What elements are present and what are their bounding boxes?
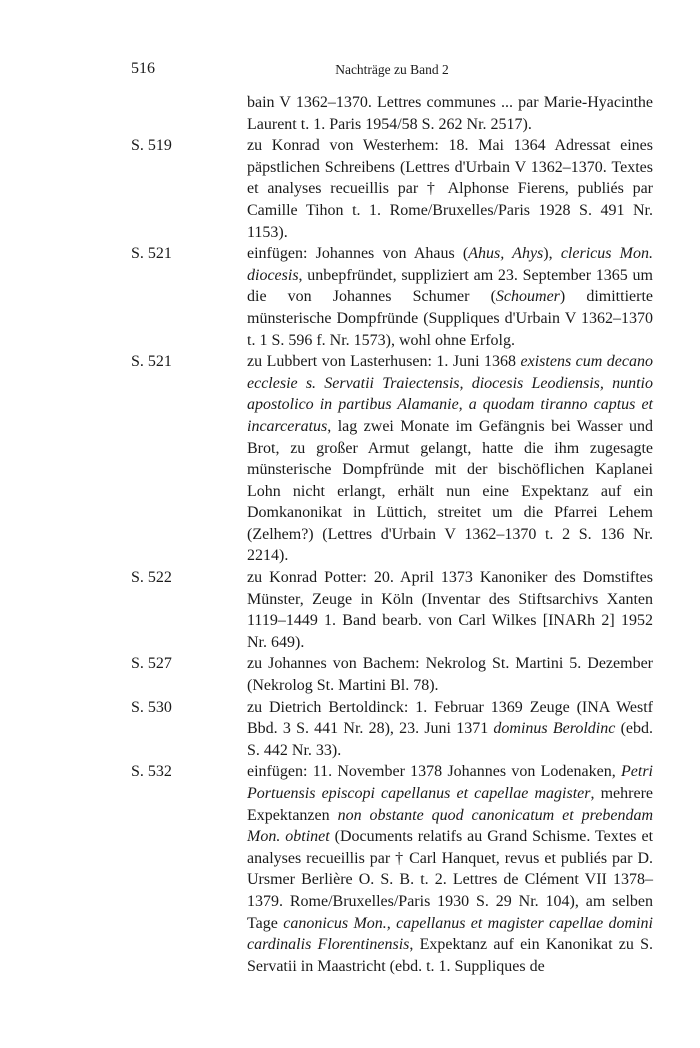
latin-quote: existens cum decano ecclesie s. Servatii Traiectensis, diocesis Leodiensis, nuntio apostolico in partibus Alamanie, a quodam tiranno captus et incarceratus xyxy=(247,353,653,435)
addendum-entry xyxy=(131,92,653,135)
addendum-entry xyxy=(131,351,653,567)
text-segment: (Documents relatifs au Grand Schisme. Textes et analyses recueillis par † Carl Hanquet, revus et publiés par D. Ursmer Berlière O. S. B. t. 2. Lettres de Clément VII 1378–1379. Rome/Bruxelles/Paris 1930 S. 29 Nr. 104), am selben Tage xyxy=(247,828,654,932)
text-segment: (ebd. S. 442 Nr. 33). xyxy=(247,720,653,759)
latin-quote: clericus Mon. diocesis xyxy=(247,245,654,284)
entry-text xyxy=(247,761,653,977)
latin-quote: Petri Portuensis episcopi capellanus et capellae magister xyxy=(247,763,653,802)
text-segment: zu Konrad Potter: 20. April 1373 Kanoniker des Domstiftes Münster, Zeuge in Köln (Inventar des Stiftsarchivs Xanten 1119–1449 1. Band bearb. von Carl Wilkes [INARh 2] 1952 Nr. 649). xyxy=(247,569,653,651)
addendum-entry xyxy=(131,653,653,696)
text-segment: einfügen: Johannes von Ahaus ( xyxy=(247,245,469,263)
text-segment: zu Lubbert von Lasterhusen: 1. Juni 1368 xyxy=(247,353,521,371)
entry-text xyxy=(247,653,653,696)
text-segment: , mehrere Expektanzen xyxy=(247,785,654,824)
page-number: 516 xyxy=(131,60,155,77)
addendum-entry xyxy=(131,697,653,762)
text-segment: ) dimittierte münsterische Dompfründe (Suppliques d'Urbain V 1362–1370 t. 1 S. 596 f. Nr. 1573), wohl ohne Erfolg. xyxy=(247,288,653,349)
page-reference: S. 519 xyxy=(131,137,172,155)
entry-text xyxy=(247,243,653,351)
page-reference: S. 521 xyxy=(131,353,172,371)
entry-text xyxy=(247,135,653,243)
text-segment: , unbepfründet, suppliziert am 23. September 1365 um die von Johannes Schumer ( xyxy=(247,266,653,306)
addendum-entry xyxy=(131,567,653,653)
entry-text xyxy=(247,567,653,653)
text-segment: zu Dietrich Bertoldinck: 1. Februar 1369 Zeuge (INA Westf Bbd. 3 S. 441 Nr. 28), 23. Juni 1371 xyxy=(247,698,653,738)
entry-text xyxy=(247,351,653,567)
addendum-entry xyxy=(131,135,653,243)
running-head: Nachträge zu Band 2 xyxy=(335,62,449,77)
addenda-list xyxy=(131,92,653,977)
text-segment: bain V 1362–1370. Lettres communes ... par Marie-Hyacinthe Laurent t. 1. Paris 1954/58 S. 262 Nr. 2517). xyxy=(247,94,653,133)
page-reference: S. 532 xyxy=(131,763,172,781)
addendum-entry xyxy=(131,761,653,977)
page-reference: S. 522 xyxy=(131,569,172,587)
entry-text xyxy=(247,697,653,762)
text-segment: , Expektanz auf ein Kanonikat zu S. Servatii in Maastricht (ebd. t. 1. Suppliques de xyxy=(247,936,653,975)
addendum-entry xyxy=(131,243,653,351)
page-reference: S. 530 xyxy=(131,698,172,716)
page-header xyxy=(131,60,653,82)
text-segment: zu Konrad von Westerhem: 18. Mai 1364 Adressat eines päpstlichen Schreibens (Lettres d'Urbain V 1362–1370. Textes et analyses recueillis par † Alphonse Fierens, publiés par Camille Tihon t. 1. Rome/Bruxelles/Paris 1928 S. 491 Nr. 1153). xyxy=(247,137,653,241)
latin-quote: dominus Beroldinc xyxy=(493,720,616,738)
page-reference: S. 521 xyxy=(131,245,172,263)
latin-quote: canonicus Mon., capellanus et magister capellae domini cardinalis Florentinensis xyxy=(247,914,654,954)
latin-quote: non obstante quod canonicatum et prebendam Mon. obtinet xyxy=(247,806,654,846)
latin-quote: Schoumer xyxy=(495,288,560,306)
text-segment: einfügen: 11. November 1378 Johannes von Lodenaken, xyxy=(247,763,621,781)
text-segment: zu Johannes von Bachem: Nekrolog St. Martini 5. Dezember (Nekrolog St. Martini Bl. 78). xyxy=(247,655,653,695)
latin-quote: Ahus, Ahys xyxy=(468,245,544,263)
entry-text xyxy=(247,92,653,135)
text-segment: ), xyxy=(543,245,561,263)
text-segment: , lag zwei Monate im Gefängnis bei Wasser und Brot, zu großer Armut gelangt, hatte die ihm zugesagte münsterische Dompfründe mit der bischöflichen Kaplanei Lohn nicht erlangt, erhält nun eine Expektanz auf ein Domkanonikat in Lüttich, streitet um die Pfarrei Lehem (Zelhem?) (Lettres d'Urbain V 1362–1370 t. 2 S. 136 Nr. 2214). xyxy=(247,417,653,565)
page-reference: S. 527 xyxy=(131,655,172,673)
